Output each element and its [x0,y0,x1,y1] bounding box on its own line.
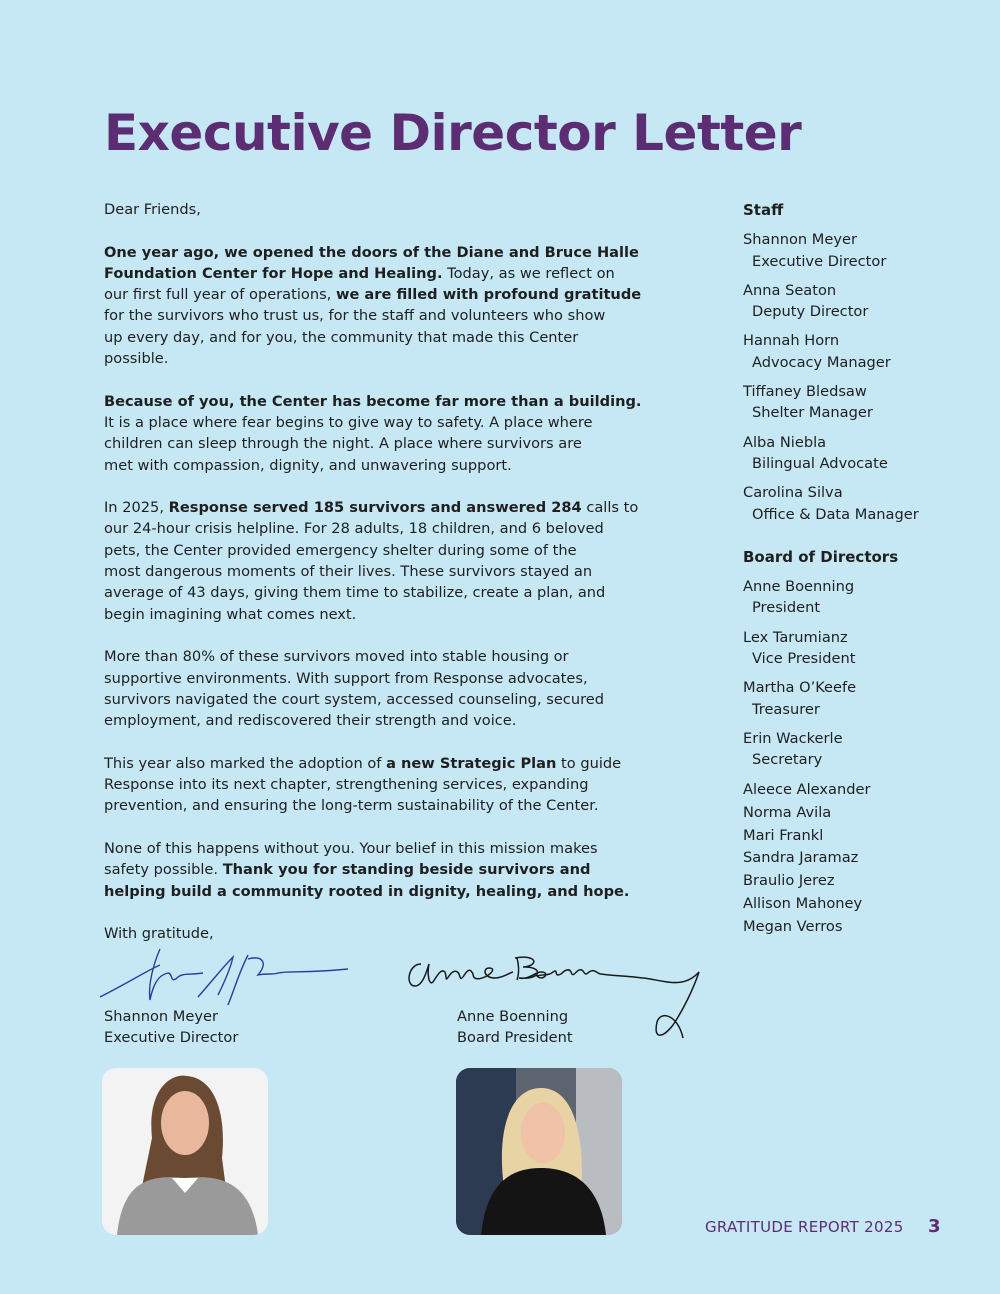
roster-entry [743,677,983,720]
text: It is a place where fear begins to give way to safety. A place where [104,413,593,431]
bold-text: a new Strategic Plan [386,754,557,772]
text: prevention, and ensuring the long-term sustainability of the Center. [104,797,599,815]
member-name: Alba Niebla [743,433,827,451]
member-name: Martha O’Keefe [743,679,857,697]
text: survivors navigated the court system, accessed counseling, secured [104,690,604,708]
member-role: Vice President [752,650,856,668]
text: More than 80% of these survivors moved into stable housing or [104,648,569,666]
text: supportive environments. With support from Response advocates, [104,669,588,687]
anne-boenning-photo [456,1068,622,1235]
shannon-meyer-photo [102,1068,268,1235]
text: to guide [556,754,622,772]
letter-paragraph [104,497,694,625]
text: children can sleep through the night. A place where survivors are [104,435,582,453]
signatory-shannon-meyer [104,1006,238,1049]
roster-entry [743,627,983,670]
signatory-title: Board President [457,1029,573,1047]
member-role: Deputy Director [752,303,869,321]
member-name: Shannon Meyer [743,231,857,249]
letter-paragraph [104,838,694,902]
board-heading: Board of Directors [743,547,899,566]
signatory-name: Anne Boenning [457,1008,569,1025]
closing: With gratitude, [104,925,214,943]
text: possible. [104,350,169,368]
letter-paragraph [104,242,694,370]
shannon-meyer-signature [98,945,350,1007]
member-role: Office & Data Manager [752,505,919,523]
roster-entry [743,330,983,373]
member-name: Lex Tarumianz [743,628,848,646]
roster-entry [743,280,983,323]
roster-entry [743,482,983,525]
text: met with compassion, dignity, and unwavering support. [104,456,512,474]
letter-paragraph [104,646,694,731]
letter-paragraph [104,391,694,476]
board-member: Sandra Jaramaz [743,849,859,867]
roster-entry [743,229,983,272]
sidebar-roster [743,200,983,939]
board-member: Mari Frankl [743,826,824,844]
letter-paragraph [104,753,694,817]
roster-entry [743,381,983,424]
board-member: Allison Mahoney [743,895,863,913]
text: calls to [581,499,639,517]
roster-entry [743,432,983,475]
roster-entry [743,728,983,771]
signatory-anne-boenning [457,1006,573,1049]
text: most dangerous moments of their lives. These survivors stayed an [104,563,593,581]
text: None of this happens without you. Your belief in this mission makes [104,839,598,857]
footer-report-title: GRATITUDE REPORT 2025 [705,1218,904,1236]
member-role: Bilingual Advocate [752,454,888,472]
member-name: Anne Boenning [743,578,855,596]
member-name: Tiffaney Bledsaw [743,383,867,401]
bold-text: we are filled with profound gratitude [335,286,642,304]
signatory-title: Executive Director [104,1029,239,1047]
board-member: Norma Avila [743,803,832,821]
page-title: Executive Director Letter [104,104,802,162]
member-role: President [752,599,821,617]
member-role: Advocacy Manager [752,353,891,371]
board-member: Braulio Jerez [743,872,835,890]
salutation: Dear Friends, [104,201,201,218]
text: In 2025, [104,499,169,517]
member-role: Shelter Manager [752,404,873,422]
text: pets, the Center provided emergency shelter during some of the [104,541,577,559]
signatory-name: Shannon Meyer [104,1008,218,1025]
member-role: Secretary [752,751,823,769]
member-name: Anna Seaton [743,281,837,299]
text: Today, as we reflect on [442,264,615,282]
board-member: Megan Verros [743,918,843,936]
member-role: Treasurer [752,700,820,718]
member-role: Executive Director [752,252,887,270]
text: average of 43 days, giving them time to stabilize, create a plan, and [104,584,606,602]
staff-heading: Staff [743,201,784,219]
bold-text: Thank you for standing beside survivors and [222,861,591,879]
bold-text: helping build a community rooted in dignity, healing, and hope. [104,882,630,900]
member-name: Erin Wackerle [743,729,843,747]
page-number: 3 [928,1216,941,1237]
text: for the survivors who trust us, for the staff and volunteers who show [104,307,606,325]
board-member: Aleece Alexander [743,780,871,798]
member-name: Carolina Silva [743,484,843,502]
roster-entry [743,576,983,619]
bold-text: Because of you, the Center has become far more than a building. [104,392,642,410]
text: up every day, and for you, the community that made this Center [104,328,579,346]
text: our first full year of operations, [104,286,336,304]
bold-text: Response served 185 survivors and answered 284 [168,499,582,517]
letter-body [104,199,694,966]
bold-text: One year ago, we opened the doors of the Diane and Bruce Halle [104,243,639,261]
text: our 24-hour crisis helpline. For 28 adults, 18 children, and 6 beloved [104,520,604,538]
text: Response into its next chapter, strengthening services, expanding [104,776,589,794]
member-name: Hannah Horn [743,332,840,350]
bold-text: Foundation Center for Hope and Healing. [104,264,443,282]
text: safety possible. [104,861,223,879]
text: employment, and rediscovered their strength and voice. [104,712,517,730]
text: This year also marked the adoption of [104,754,387,772]
text: begin imagining what comes next. [104,605,357,623]
